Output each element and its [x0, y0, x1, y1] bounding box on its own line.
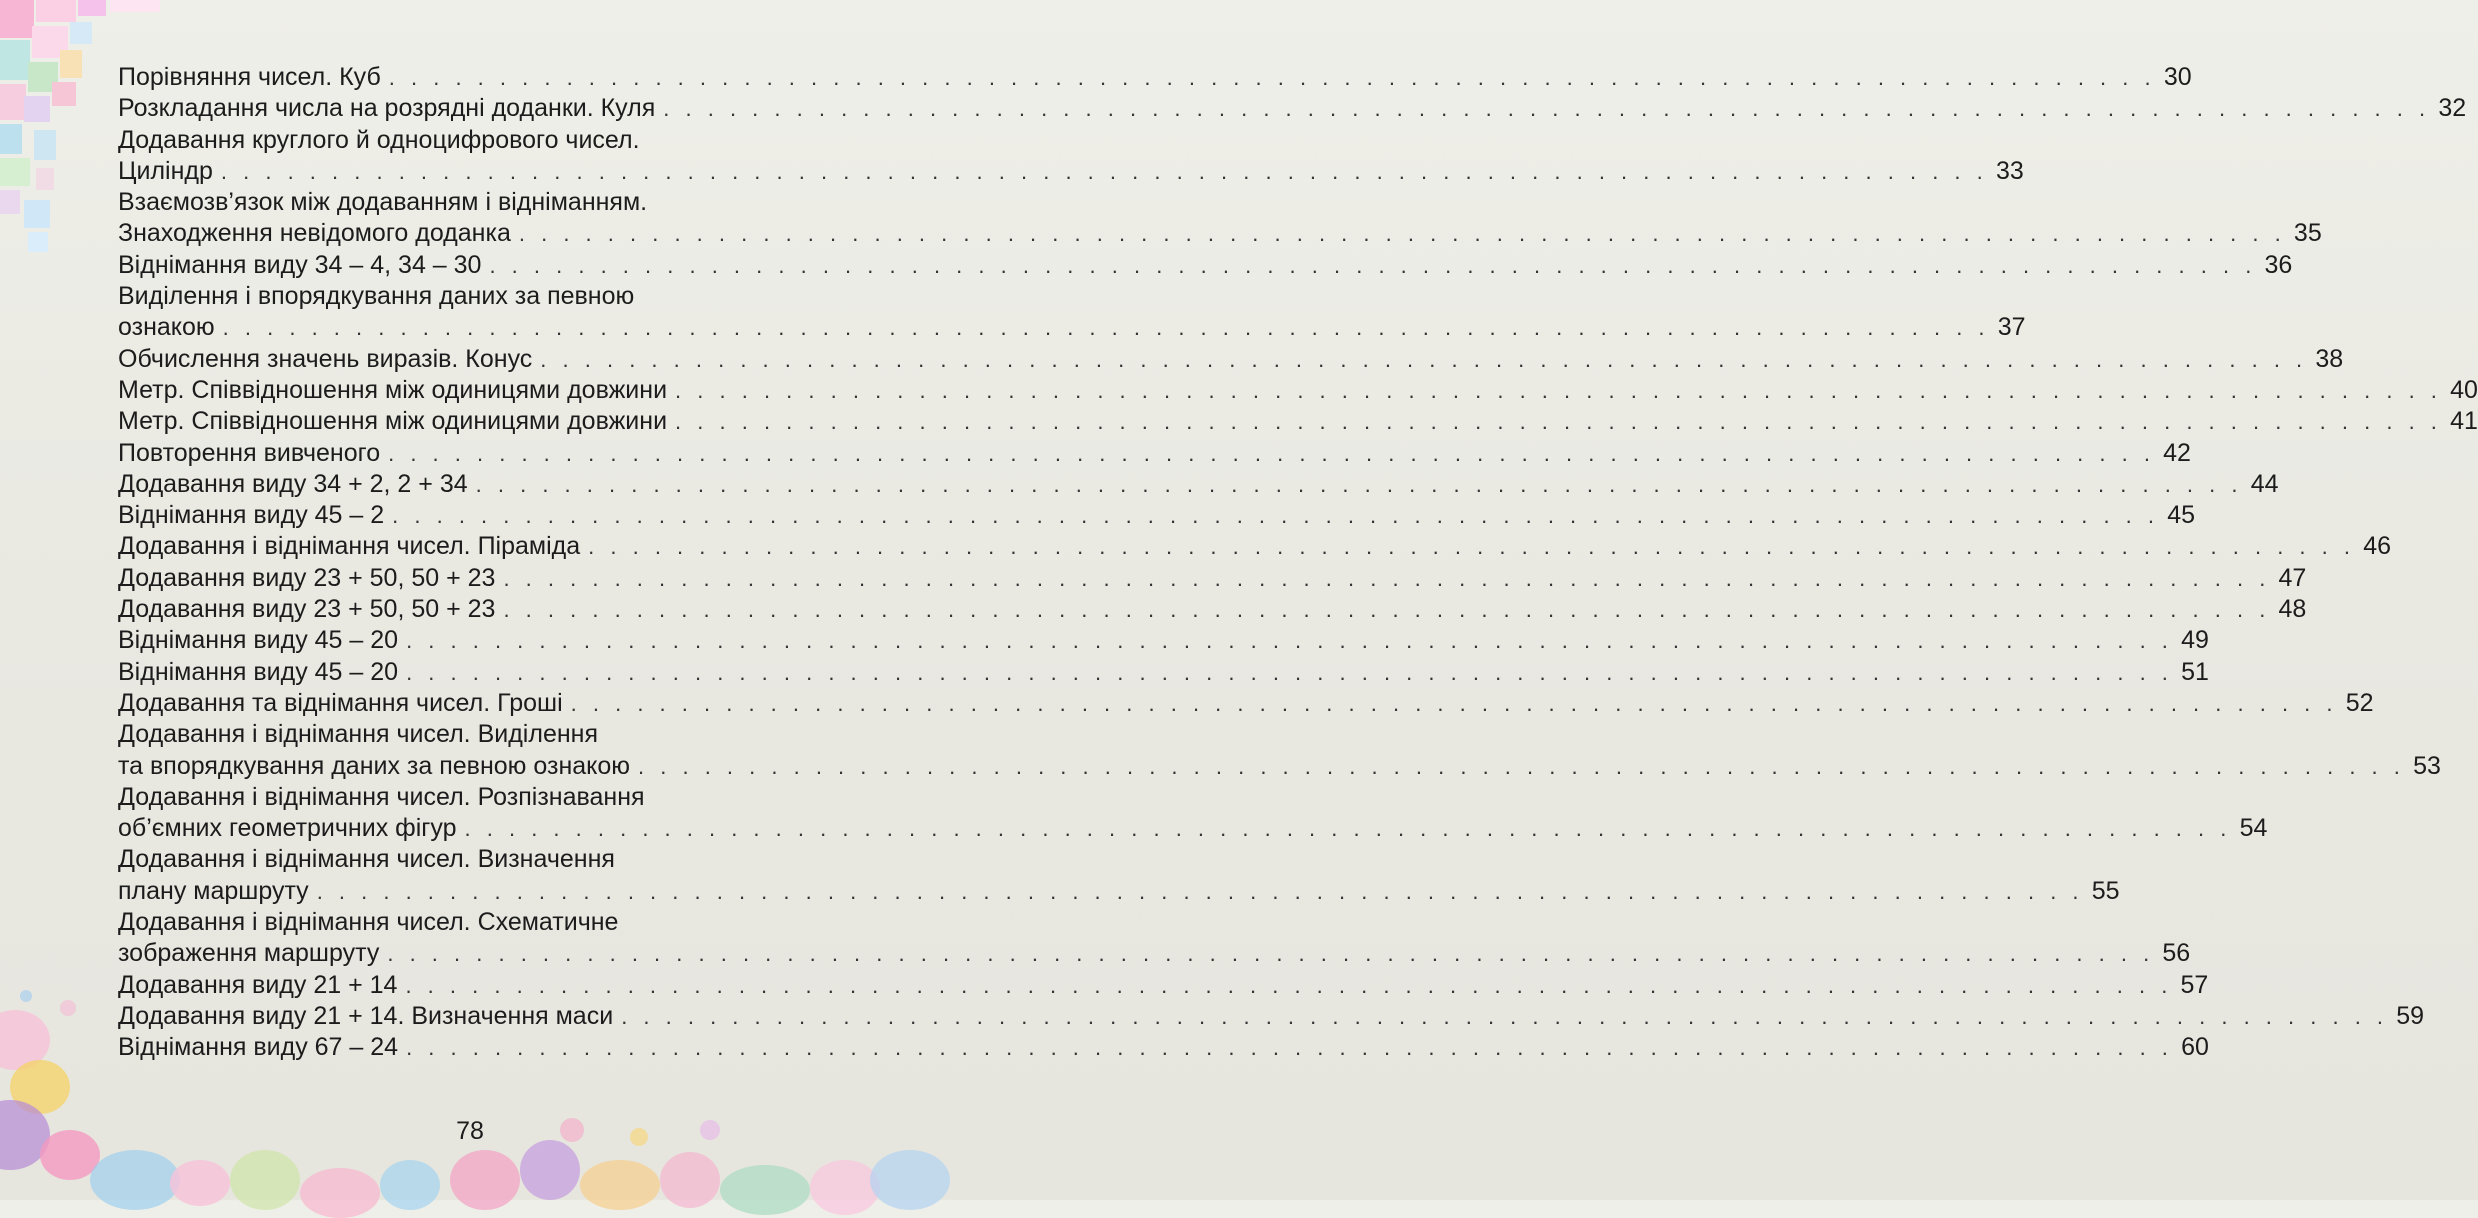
- toc-entry-title: Додавання виду 23 + 50, 50 + 23: [118, 595, 496, 624]
- toc-entry[interactable]: [118, 625, 2209, 656]
- toc-page-number: 38: [2315, 344, 2344, 373]
- toc-entry-title: Додавання виду 21 + 14. Визначення маси: [118, 1001, 614, 1030]
- toc-page-number: 33: [1995, 156, 2024, 185]
- toc-entry-title: Додавання круглого й одноцифрового чисел.: [118, 125, 640, 154]
- dot-leader: . . . . . . . . . . . . . . . . . . . . . . . . . . . . . . . . . . . . . . . . . . . . . . . . . . . . . . . . . . . . . . . . . . . . . . . . . . . . . . . .: [570, 690, 2338, 716]
- toc-entry-title: та впорядкування даних за певною ознакою: [118, 751, 631, 780]
- dot-leader: . . . . . . . . . . . . . . . . . . . . . . . . . . . . . . . . . . . . . . . . . . . . . . . . . . . . . . . . . . . . . . . . . . . . . . . . . . . . . . . .: [675, 377, 2442, 403]
- dot-leader: . . . . . . . . . . . . . . . . . . . . . . . . . . . . . . . . . . . . . . . . . . . . . . . . . . . . . . . . . . . . . . . . . . . . . . . . . . . . . . . .: [220, 158, 1988, 184]
- toc-page-number: 37: [1997, 313, 2026, 342]
- toc-page-number: 30: [2163, 63, 2192, 91]
- toc-entry[interactable]: [118, 469, 2279, 500]
- toc-page-number: 44: [2250, 469, 2279, 498]
- dot-leader: . . . . . . . . . . . . . . . . . . . . . . . . . . . . . . . . . . . . . . . . . . . . . . . . . . . . . . . . . . . . . . . . . . . . . . . . . . . . . . . .: [489, 252, 2257, 278]
- toc-page-number: 47: [2278, 563, 2307, 592]
- dot-leader: . . . . . . . . . . . . . . . . . . . . . . . . . . . . . . . . . . . . . . . . . . . . . . . . . . . . . . . . . . . . . . . . . . . . . . . . . . . . . . . .: [540, 346, 2308, 372]
- dot-leader: . . . . . . . . . . . . . . . . . . . . . . . . . . . . . . . . . . . . . . . . . . . . . . . . . . . . . . . . . . . . . . . . . . . . . . . . . . . . . . . .: [388, 65, 2156, 90]
- toc-entry[interactable]: [118, 1032, 2209, 1063]
- toc-entry-title: Знаходження невідомого доданка: [118, 219, 511, 248]
- toc-entry-title: Додавання і віднімання чисел. Виділення: [118, 720, 598, 749]
- toc-entry-title: Взаємозв’язок між додаванням і відніманням.: [118, 188, 648, 217]
- toc-page-number: 57: [2180, 970, 2209, 999]
- toc-entry[interactable]: [118, 594, 2307, 625]
- toc-entry[interactable]: [118, 281, 2026, 344]
- dot-leader: . . . . . . . . . . . . . . . . . . . . . . . . . . . . . . . . . . . . . . . . . . . . . . . . . . . . . . . . . . . . . . . . . . . . . . . . . . . . . . . .: [675, 409, 2442, 435]
- toc-entry-title: Додавання і віднімання чисел. Піраміда: [118, 532, 581, 561]
- toc-entry-title: Виділення і впорядкування даних за певною: [118, 282, 635, 311]
- toc-page-number: 49: [2181, 626, 2209, 655]
- dot-leader: . . . . . . . . . . . . . . . . . . . . . . . . . . . . . . . . . . . . . . . . . . . . . . . . . . . . . . . . . . . . . . . . . . . . . . . . . . . . . . . .: [406, 1035, 2173, 1061]
- toc-page-number: 36: [2264, 250, 2293, 279]
- toc-page-number: 41: [2450, 407, 2478, 436]
- dot-leader: . . . . . . . . . . . . . . . . . . . . . . . . . . . . . . . . . . . . . . . . . . . . . . . . . . . . . . . . . . . . . . . . . . . . . . . . . . . . . . . .: [405, 972, 2173, 998]
- dot-leader: . . . . . . . . . . . . . . . . . . . . . . . . . . . . . . . . . . . . . . . . . . . . . . . . . . . . . . . . . . . . . . . . . . . . . . . . . . . . . . . .: [503, 597, 2271, 623]
- toc-page-number: 35: [2293, 219, 2322, 248]
- toc-entry[interactable]: [118, 657, 2209, 688]
- toc-page-number: 40: [2450, 375, 2478, 404]
- toc-entry[interactable]: [118, 93, 2467, 124]
- dot-leader: . . . . . . . . . . . . . . . . . . . . . . . . . . . . . . . . . . . . . . . . . . . . . . . . . . . . . . . . . . . . . . . . . . . . . . . . . . . . . . . .: [222, 315, 1990, 341]
- toc-entry-title: Додавання виду 21 + 14: [118, 970, 398, 999]
- toc-entry[interactable]: [118, 844, 2120, 907]
- toc-page-number: 45: [2167, 501, 2196, 530]
- toc-page-number: 46: [2363, 532, 2391, 561]
- toc-entry[interactable]: [118, 907, 2191, 970]
- toc-page-number: 56: [2162, 939, 2191, 968]
- dot-leader: . . . . . . . . . . . . . . . . . . . . . . . . . . . . . . . . . . . . . . . . . . . . . . . . . . . . . . . . . . . . . . . . . . . . . . . . . . . . . . . .: [464, 816, 2232, 842]
- toc-entry-title: Віднімання виду 67 – 24: [118, 1033, 399, 1062]
- dot-leader: . . . . . . . . . . . . . . . . . . . . . . . . . . . . . . . . . . . . . . . . . . . . . . . . . . . . . . . . . . . . . . . . . . . . . . . . . . . . . . . .: [663, 96, 2431, 122]
- toc-entry-title: Додавання виду 23 + 50, 50 + 23: [118, 563, 496, 592]
- toc-entry-title: Порівняння чисел. Куб: [118, 63, 381, 91]
- toc-entry[interactable]: [118, 563, 2307, 594]
- toc-entry-title: Додавання і віднімання чисел. Розпізнавання: [118, 782, 645, 811]
- toc-entry[interactable]: [118, 438, 2191, 469]
- dot-leader: . . . . . . . . . . . . . . . . . . . . . . . . . . . . . . . . . . . . . . . . . . . . . . . . . . . . . . . . . . . . . . . . . . . . . . . . . . . . . . . .: [406, 659, 2173, 685]
- toc-entry[interactable]: [118, 688, 2374, 719]
- toc-entry[interactable]: [118, 406, 2478, 437]
- dot-leader: . . . . . . . . . . . . . . . . . . . . . . . . . . . . . . . . . . . . . . . . . . . . . . . . . . . . . . . . . . . . . . . . . . . . . . . . . . . . . . . .: [475, 471, 2243, 497]
- toc-page-number: 59: [2396, 1001, 2425, 1030]
- dot-leader: . . . . . . . . . . . . . . . . . . . . . . . . . . . . . . . . . . . . . . . . . . . . . . . . . . . . . . . . . . . . . . . . . . . . . . . . . . . . . . . .: [503, 565, 2271, 591]
- dot-leader: . . . . . . . . . . . . . . . . . . . . . . . . . . . . . . . . . . . . . . . . . . . . . . . . . . . . . . . . . . . . . . . . . . . . . . . . . . . . . . . .: [316, 878, 2084, 904]
- toc-entry-title: Метр. Співвідношення між одиницями довжини: [118, 375, 668, 404]
- toc-entry-title: Віднімання виду 45 – 20: [118, 626, 399, 655]
- toc-entry[interactable]: [118, 250, 2293, 281]
- toc-entry-title: Віднімання виду 45 – 20: [118, 657, 399, 686]
- toc-entry[interactable]: [118, 970, 2209, 1001]
- toc-entry-title: Віднімання виду 34 – 4, 34 – 30: [118, 250, 482, 279]
- toc-page-number: 53: [2413, 751, 2441, 780]
- toc-page-number: 54: [2239, 814, 2268, 843]
- page-number: 78: [456, 1117, 484, 1145]
- toc-page-number: 51: [2181, 657, 2209, 686]
- toc-page-number: 48: [2278, 595, 2307, 624]
- dot-leader: . . . . . . . . . . . . . . . . . . . . . . . . . . . . . . . . . . . . . . . . . . . . . . . . . . . . . . . . . . . . . . . . . . . . . . . . . . . . . . . .: [518, 221, 2286, 247]
- table-of-contents: [118, 62, 2478, 1064]
- toc-entry[interactable]: [118, 344, 2344, 375]
- toc-entry-title: плану маршруту: [118, 876, 309, 905]
- toc-entry-title: Додавання та віднімання чисел. Гроші: [118, 688, 563, 717]
- toc-entry-title: Віднімання виду 45 – 2: [118, 501, 385, 530]
- toc-page-number: 60: [2181, 1033, 2209, 1062]
- dot-leader: . . . . . . . . . . . . . . . . . . . . . . . . . . . . . . . . . . . . . . . . . . . . . . . . . . . . . . . . . . . . . . . . . . . . . . . . . . . . . . . .: [588, 534, 2355, 560]
- toc-entry-title: Циліндр: [118, 156, 213, 185]
- toc-page-number: 52: [2345, 688, 2374, 717]
- toc-entry-title: Метр. Співвідношення між одиницями довжини: [118, 407, 668, 436]
- toc-entry[interactable]: [118, 375, 2478, 406]
- dot-leader: . . . . . . . . . . . . . . . . . . . . . . . . . . . . . . . . . . . . . . . . . . . . . . . . . . . . . . . . . . . . . . . . . . . . . . . . . . . . . . . .: [621, 1003, 2389, 1029]
- toc-entry-title: Додавання і віднімання чисел. Схематичне: [118, 908, 619, 937]
- toc-entry-title: Обчислення значень виразів. Конус: [118, 344, 533, 373]
- toc-entry[interactable]: [118, 719, 2441, 782]
- toc-page-number: 32: [2438, 94, 2467, 123]
- dot-leader: . . . . . . . . . . . . . . . . . . . . . . . . . . . . . . . . . . . . . . . . . . . . . . . . . . . . . . . . . . . . . . . . . . . . . . . . . . . . . . . .: [638, 753, 2405, 779]
- toc-entry-title: Повторення вивченого: [118, 438, 381, 467]
- dot-leader: . . . . . . . . . . . . . . . . . . . . . . . . . . . . . . . . . . . . . . . . . . . . . . . . . . . . . . . . . . . . . . . . . . . . . . . . . . . . . . . .: [406, 628, 2173, 654]
- toc-entry-title: Додавання виду 34 + 2, 2 + 34: [118, 469, 468, 498]
- toc-entry-title: об’ємних геометричних фігур: [118, 814, 457, 843]
- toc-entry[interactable]: [118, 1001, 2425, 1032]
- toc-page-number: 42: [2163, 438, 2191, 467]
- toc-entry[interactable]: [118, 125, 2024, 188]
- toc-entry[interactable]: [118, 500, 2196, 531]
- dot-leader: . . . . . . . . . . . . . . . . . . . . . . . . . . . . . . . . . . . . . . . . . . . . . . . . . . . . . . . . . . . . . . . . . . . . . . . . . . . . . . . .: [387, 941, 2155, 967]
- toc-entry-title: Додавання і віднімання чисел. Визначення: [118, 845, 615, 874]
- toc-entry[interactable]: [118, 62, 2192, 93]
- toc-entry[interactable]: [118, 782, 2268, 845]
- toc-entry-title: Розкладання числа на розрядні доданки. Куля: [118, 94, 656, 123]
- toc-page-number: 55: [2091, 876, 2120, 905]
- toc-entry[interactable]: [118, 187, 2322, 250]
- dot-leader: . . . . . . . . . . . . . . . . . . . . . . . . . . . . . . . . . . . . . . . . . . . . . . . . . . . . . . . . . . . . . . . . . . . . . . . . . . . . . . . .: [392, 503, 2160, 529]
- dot-leader: . . . . . . . . . . . . . . . . . . . . . . . . . . . . . . . . . . . . . . . . . . . . . . . . . . . . . . . . . . . . . . . . . . . . . . . . . . . . . . . .: [388, 440, 2155, 466]
- toc-entry-title: ознакою: [118, 313, 215, 342]
- toc-entry-title: зображення маршруту: [118, 939, 380, 968]
- toc-entry[interactable]: [118, 531, 2391, 562]
